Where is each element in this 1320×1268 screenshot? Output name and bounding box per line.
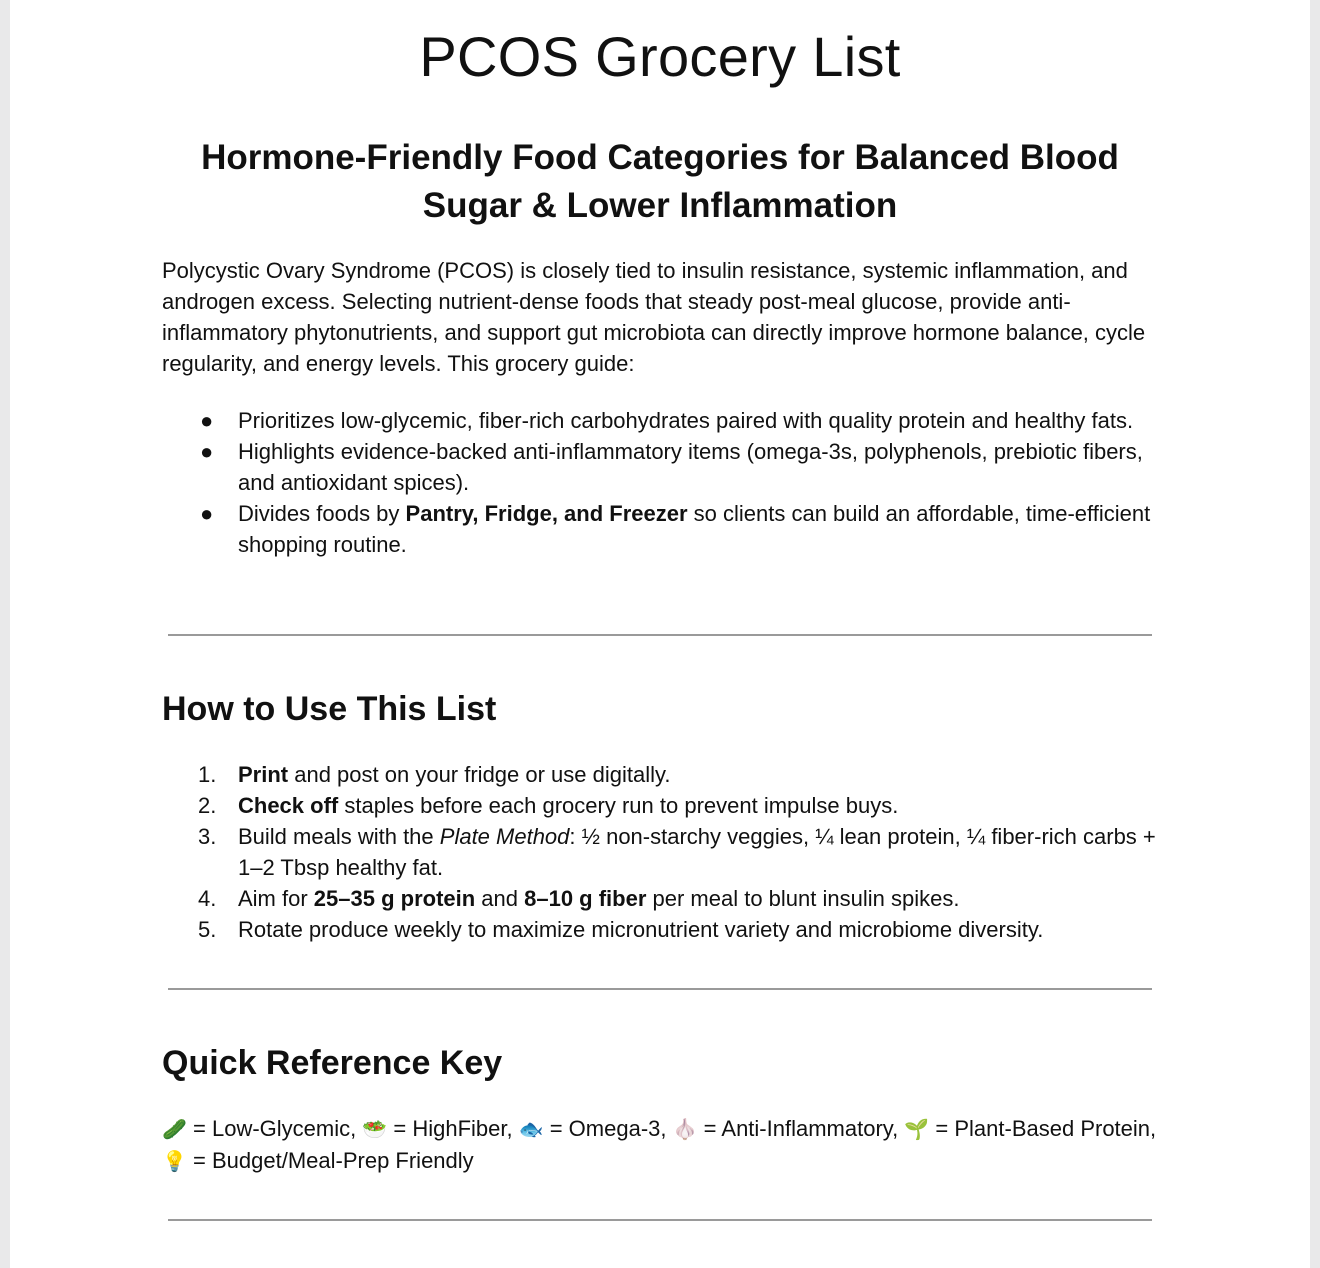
step-number: 5. xyxy=(198,917,217,942)
step-bold-fiber: 8–10 g fiber xyxy=(524,886,647,911)
step-text-pre: Build meals with the xyxy=(238,824,440,849)
key-label: = Omega-3, xyxy=(543,1116,673,1141)
salad-icon: 🥗 xyxy=(362,1117,388,1141)
list-item xyxy=(162,498,1162,560)
step-text-pre: Aim for xyxy=(238,886,314,911)
how-to-steps-list xyxy=(162,759,1162,945)
document-subtitle: Hormone-Friendly Food Categories for Balanced Blood Sugar & Lower Inflammation xyxy=(201,138,1119,225)
key-label: = Budget/Meal-Prep Friendly xyxy=(186,1148,474,1173)
step-number: 1. xyxy=(198,762,217,787)
step-text: per meal to blunt insulin spikes. xyxy=(646,886,960,911)
step-bold-protein: 25–35 g protein xyxy=(313,886,476,911)
light-bulb-icon: 💡 xyxy=(162,1149,187,1173)
intro-paragraph: Polycystic Ovary Syndrome (PCOS) is closely tied to insulin resistance, systemic inflammation, and androgen excess. Selecting nutrient-dense foods that steady post-meal glucose, provide anti-inflammatory phytonutrients, and support gut microbiota can directly improve hormone balance, cycle regularity, and energy levels. This grocery guide: xyxy=(162,258,1146,376)
step-number: 4. xyxy=(198,886,217,911)
list-item xyxy=(162,405,1162,436)
step-bold: Print xyxy=(238,762,289,787)
bullet-text: Highlights evidence-backed anti-inflammatory items (omega-3s, polyphenols, prebiotic fibers, and antioxidant spices). xyxy=(238,439,1143,495)
list-item xyxy=(162,790,1162,821)
horizontal-rule xyxy=(168,634,1152,636)
step-number: 3. xyxy=(198,824,217,849)
guide-bullet-list xyxy=(162,405,1162,560)
fish-icon: 🐟 xyxy=(518,1117,544,1141)
step-text: and post on your fridge or use digitally. xyxy=(288,762,671,787)
horizontal-rule xyxy=(168,988,1152,990)
seedling-icon: 🌱 xyxy=(904,1117,930,1141)
document-page xyxy=(10,0,1310,1268)
bullet-text-bold: Pantry, Fridge, and Freezer xyxy=(405,501,688,526)
bullet-marker: ● xyxy=(200,408,214,433)
list-item xyxy=(162,914,1162,945)
list-item xyxy=(162,436,1162,498)
key-label: = Plant-Based Protein, xyxy=(929,1116,1157,1141)
horizontal-rule xyxy=(168,1219,1152,1221)
bullet-text-post: so clients can build an affordable, time-efficient shopping routine. xyxy=(238,501,1151,557)
list-item xyxy=(162,883,1162,914)
key-label: = HighFiber, xyxy=(387,1116,519,1141)
step-text: Rotate produce weekly to maximize micronutrient variety and microbiome diversity. xyxy=(238,917,1044,942)
bullet-text-pre: Divides foods by xyxy=(238,501,406,526)
reference-key-paragraph xyxy=(162,1113,1172,1177)
step-bold: Check off xyxy=(238,793,339,818)
step-text-mid: and xyxy=(475,886,525,911)
step-text: staples before each grocery run to prevent impulse buys. xyxy=(338,793,899,818)
key-label: = Anti-Inflammatory, xyxy=(697,1116,905,1141)
cucumber-icon: 🥒 xyxy=(162,1117,187,1141)
list-item xyxy=(162,759,1162,790)
key-label: = Low-Glycemic, xyxy=(186,1116,363,1141)
bullet-marker: ● xyxy=(200,439,214,464)
bullet-marker: ● xyxy=(200,501,214,526)
list-item xyxy=(162,821,1162,883)
step-italic: Plate Method xyxy=(439,824,570,849)
garlic-icon: 🧄 xyxy=(672,1117,698,1141)
quick-reference-heading: Quick Reference Key xyxy=(162,1044,503,1082)
how-to-heading: How to Use This List xyxy=(162,690,497,728)
bullet-text: Prioritizes low-glycemic, fiber-rich carbohydrates paired with quality protein and healthy fats. xyxy=(238,408,1134,433)
step-number: 2. xyxy=(198,793,217,818)
step-text: : ½ non-starchy veggies, ¼ lean protein, ¼ fiber-rich carbs + 1–2 Tbsp healthy fat. xyxy=(238,824,1156,880)
document-title: PCOS Grocery List xyxy=(419,25,901,88)
